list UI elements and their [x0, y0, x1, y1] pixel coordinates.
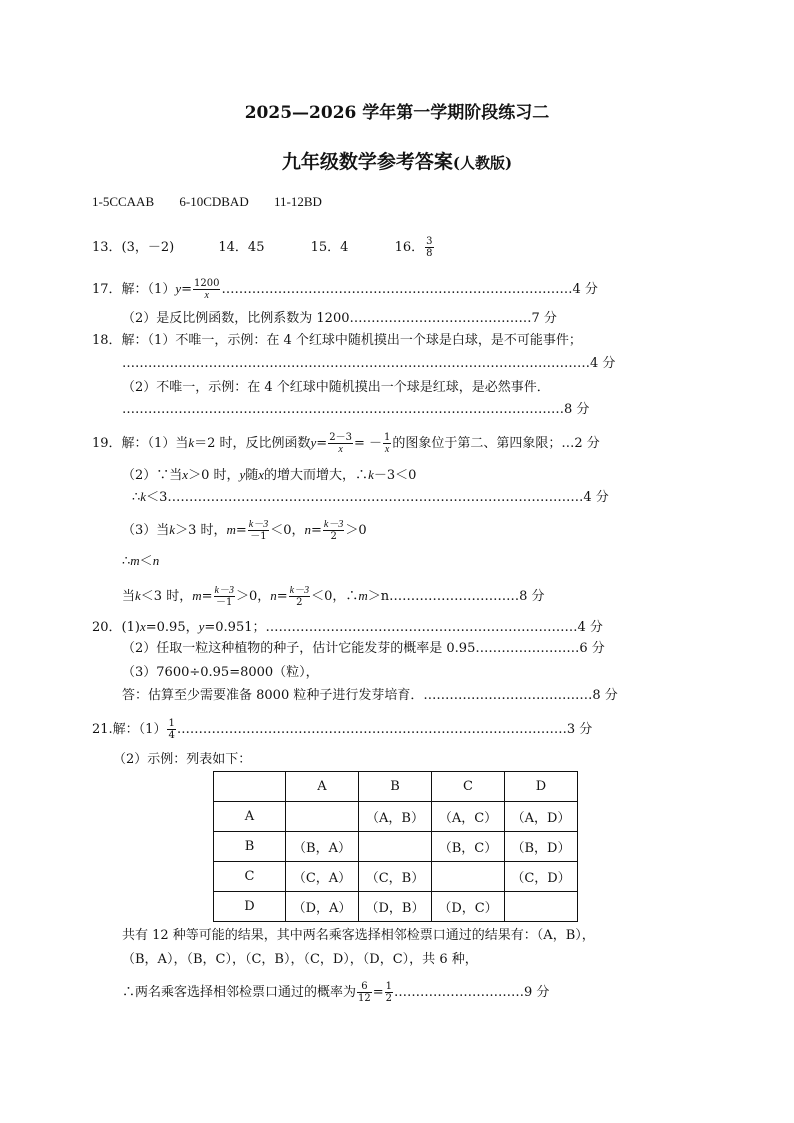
- table-cell: C: [214, 862, 286, 892]
- fraction-1-4: $\frac{1}{4}$: [168, 718, 175, 741]
- q20-part3: （3）7600÷0.95=8000（粒），: [122, 665, 319, 680]
- answer-title: [0, 147, 794, 174]
- q18-part2: （2）不唯一，示例：在 4 个红球中随机摸出一个球是红球，是必然事件．: [122, 380, 550, 395]
- q19-part1: 19．解：（1）当k＝2 时，反比例函数y= $\frac{2-3}{x}=$ － $\frac{1}{x}$的图象位于第二、第四象限；…2 分: [92, 432, 600, 455]
- answer-title-main: 九年级数学参考答案: [281, 151, 453, 173]
- q21-part1: 21.解：（1） $\frac{1}{4}$ ………………………………………………………………………………3 分: [92, 718, 593, 741]
- dot-leader: ………………………………………………………………: [265, 620, 578, 635]
- answer-15: 15．4: [310, 240, 349, 255]
- answer-13: 13．(3，－2): [92, 240, 175, 255]
- q19-part2: （2）∵当x＞0 时，y随x的增大而增大，∴k－3＜0: [122, 467, 417, 483]
- fraction-3-8: $\frac{3}{8}$: [426, 236, 433, 259]
- q19-part3: （3）当k＞3 时，m= $\frac{k-3}{-1}$ ＜0，n= $\frac{k-3}{2}$ ＞0: [122, 519, 367, 542]
- answer-title-suffix: (人教版): [452, 154, 513, 172]
- q18-part1-score: [122, 356, 615, 372]
- outcome-table: [213, 771, 578, 922]
- table-cell: （B，D）: [505, 832, 578, 862]
- fraction-m: $\frac{k-3}{-1}$: [248, 519, 269, 542]
- fraction-m: $\frac{k-3}{-1}$: [214, 585, 234, 608]
- table-cell: （B，A）: [286, 832, 359, 862]
- score: 4 分: [577, 620, 603, 635]
- table-cell: （D，A）: [286, 892, 359, 922]
- dot-leader: ………………………………………………………………………: [221, 282, 573, 297]
- dot-leader: ……………………………………………………………………………………: [167, 490, 584, 505]
- dot-leader: ……………………………………: [349, 311, 532, 326]
- q17-part2: （2）是反比例函数，比例系数为 1200……………………………………7 分: [122, 311, 557, 326]
- choice-11-12: 11-12BD: [273, 194, 322, 209]
- table-row: [214, 832, 578, 862]
- table-header-cell: A: [286, 772, 359, 802]
- q17-part1: 17．解：（1）y= $\frac{1200}{x}\dots\dots\dots\dots\dots\dots\dots\dots\dots\dots\dots\dots\dots\dots\dots\dots\dots\dots\dots\dots\dots\dots\dots\dots\dots\dots\dots 4$ 分: [92, 278, 598, 301]
- table-cell: [432, 862, 505, 892]
- q20-answer: 答：估算至少需要准备 8000 粒种子进行发芽培育．…………………………………8 分: [122, 688, 618, 703]
- q20-part2: （2）任取一粒这种植物的种子，估计它能发芽的概率是 0.95……………………6 分: [122, 641, 605, 656]
- table-cell: （C，B）: [359, 862, 432, 892]
- score: 8 分: [592, 688, 618, 703]
- table-header-row: [214, 772, 578, 802]
- q20-part1: 20．(1)x=0.95，y=0.951；………………………………………………………………4 分: [92, 619, 603, 635]
- answer-14: 14．45: [218, 240, 265, 255]
- score: 4 分: [572, 282, 598, 297]
- q21-result-line1: 共有 12 种等可能的结果，其中两名乘客选择相邻检票口通过的结果有：（A，B），: [122, 928, 595, 943]
- answer-16: 16． $\frac{3}{8}$: [394, 236, 433, 259]
- table-cell: （D，C）: [432, 892, 505, 922]
- q19-part2-conclusion: ∴k＜3……………………………………………………………………………………4 分: [132, 489, 609, 505]
- fraction-1-2: $\frac{1}{2}$: [385, 981, 393, 1004]
- table-cell: （A，C）: [432, 802, 505, 832]
- score: 3 分: [566, 722, 593, 737]
- table-header-cell: D: [505, 772, 578, 802]
- q18-part1: 18．解：（1）不唯一，示例：在 4 个红球中随机摸出一个球是白球，是不可能事件；: [92, 333, 582, 348]
- dot-leader: …………………………: [389, 589, 520, 604]
- dot-leader: …: [561, 436, 575, 451]
- score: 9 分: [524, 985, 550, 1000]
- table-cell: A: [214, 802, 286, 832]
- score: 6 分: [579, 641, 605, 656]
- q19-part3-conclusion: ∴m＜n: [122, 553, 160, 569]
- table-row: [214, 892, 578, 922]
- fill-answers: [92, 236, 435, 259]
- score: 4 分: [590, 356, 616, 371]
- table-cell: [359, 832, 432, 862]
- choice-6-10: 6-10CDBAD: [179, 194, 249, 209]
- score: 4 分: [583, 490, 609, 505]
- score: 7 分: [531, 311, 557, 326]
- table-header-cell: B: [359, 772, 432, 802]
- q19-part3-case2: 当k＜3 时，m= $\frac{k-3}{-1}$ ＞0，n= $\frac{k-3}{2}$ ＜0，∴m＞n…………………………8 分: [122, 585, 545, 608]
- table-cell: （A，B）: [359, 802, 432, 832]
- fraction-2-3-over-x: $\frac{2-3}{x}$: [329, 432, 352, 455]
- dot-leader: …………………………………: [423, 688, 593, 703]
- q21-part2: （2）示例：列表如下：: [113, 752, 252, 767]
- table-cell: （A，D）: [505, 802, 578, 832]
- table-cell: B: [214, 832, 286, 862]
- fraction-1-over-x: $\frac{1}{x}$: [383, 432, 391, 455]
- table-row: [214, 862, 578, 892]
- table-cell: （C，D）: [505, 862, 578, 892]
- score: 2 分: [574, 436, 600, 451]
- dot-leader: …………………………………………………………………………………………: [122, 402, 564, 417]
- fraction-6-12: $\frac{6}{12}$: [358, 981, 371, 1004]
- score: 8 分: [564, 402, 590, 417]
- score: 8 分: [519, 589, 545, 604]
- fraction-n: $\frac{k-3}{2}$: [323, 519, 344, 542]
- dot-leader: …………………………: [394, 985, 525, 1000]
- dot-leader: ……………………: [475, 641, 580, 656]
- q21-probability: ∴两名乘客选择相邻检票口通过的概率为 $\frac{6}{12}$ = $\frac{1}{2}$ …………………………9 分: [122, 981, 550, 1004]
- table-header-cell: C: [432, 772, 505, 802]
- fraction-n: $\frac{k-3}{2}$: [289, 585, 310, 608]
- dot-leader: ………………………………………………………………………………………………: [122, 356, 590, 371]
- q18-part2-score: [122, 402, 589, 418]
- q21-result-line2: （B，A），（B，C），（C，B），（C，D），（D，C），共 6 种，: [122, 952, 478, 967]
- table-cell: D: [214, 892, 286, 922]
- dot-leader: ………………………………………………………………………………: [176, 722, 567, 737]
- fraction-1200-x: $\frac{1200}{x}$: [194, 278, 220, 301]
- table-cell: （C，A）: [286, 862, 359, 892]
- table-cell: [286, 802, 359, 832]
- table-cell: [505, 892, 578, 922]
- exam-title: 2025—2026 学年第一学期阶段练习二: [244, 103, 550, 123]
- table-cell: （B，C）: [432, 832, 505, 862]
- choice-1-5: 1-5CCAAB: [92, 194, 155, 209]
- table-header-cell: [214, 772, 286, 802]
- table-row: [214, 802, 578, 832]
- table-cell: （D，B）: [359, 892, 432, 922]
- choice-answers: [92, 194, 322, 210]
